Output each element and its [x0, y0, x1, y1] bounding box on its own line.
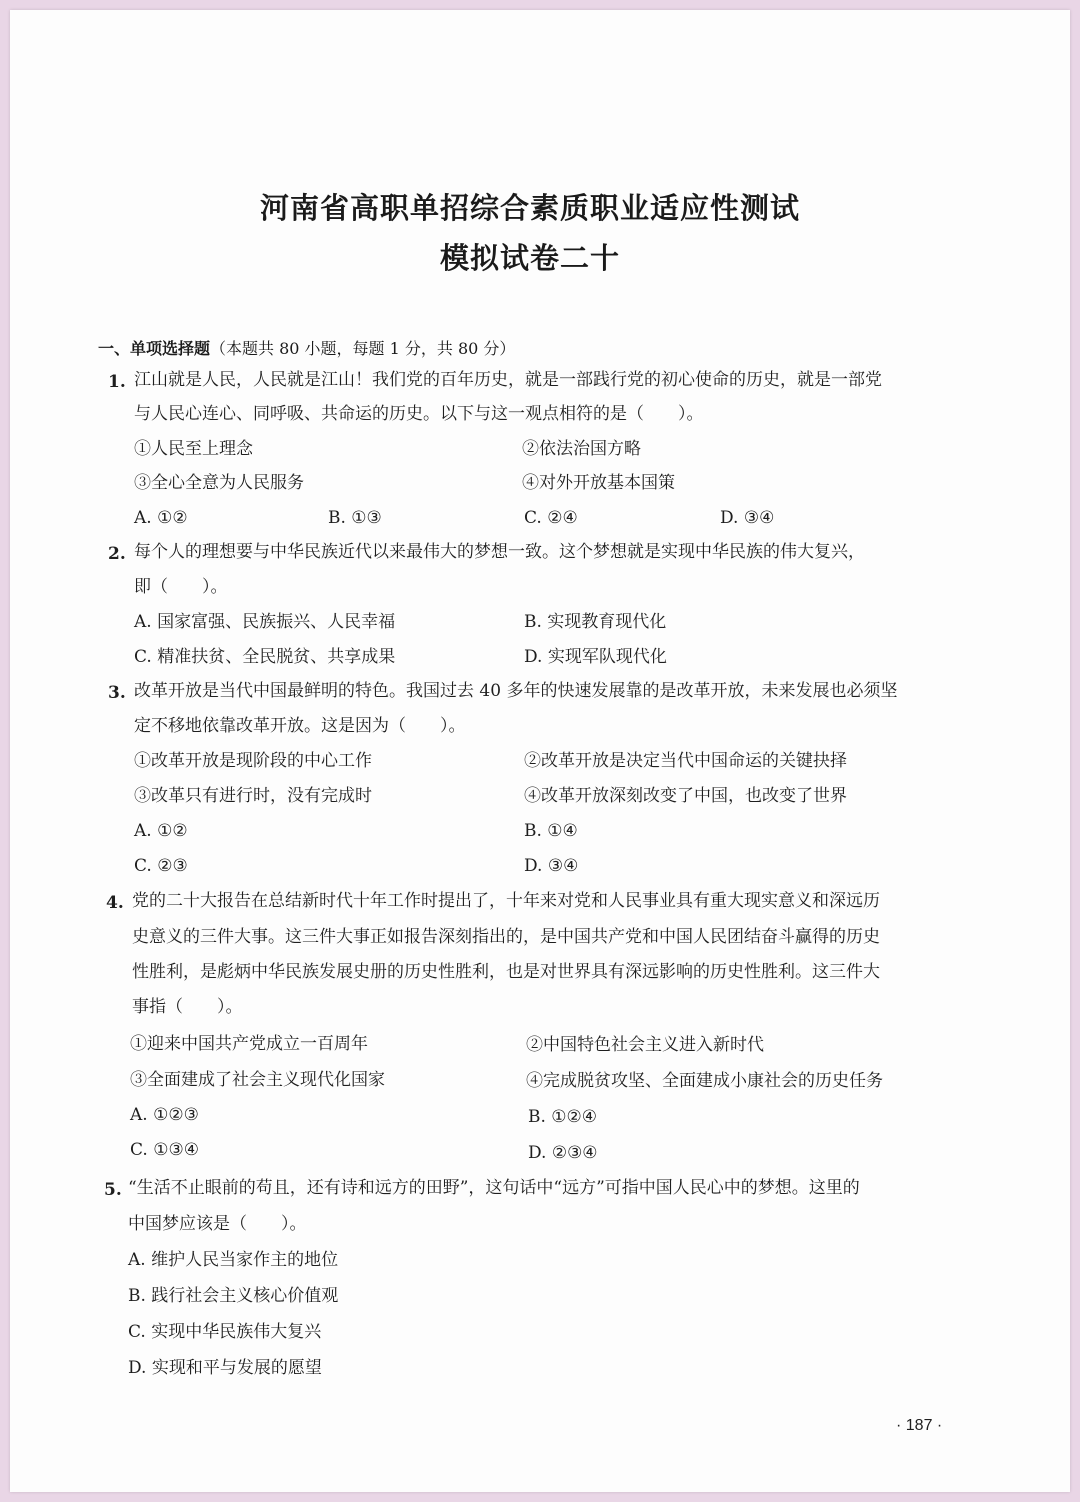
- question-2-option-a: A. 国家富强、民族振兴、人民幸福: [134, 612, 396, 632]
- question-4-stem-line4: 事指（ ）。: [132, 997, 243, 1017]
- section-heading: [98, 336, 515, 359]
- question-3-stem-line2: 定不移地依靠改革开放。这是因为（ ）。: [134, 716, 466, 736]
- exam-title: 河南省高职单招综合素质职业适应性测试: [259, 191, 800, 225]
- question-5-stem-line2: 中国梦应该是（ ）。: [128, 1214, 307, 1234]
- question-3-option-b: B. ①④: [524, 821, 578, 841]
- section-heading-note: （本题共 80 小题，每题 1 分，共 80 分）: [210, 339, 516, 358]
- question-3-item-4: ④改革开放深刻改变了中国，也改变了世界: [524, 786, 847, 806]
- question-4-item-3: ③全面建成了社会主义现代化国家: [130, 1070, 385, 1090]
- page-number: · 187 ·: [896, 1417, 943, 1434]
- exam-subtitle: 模拟试卷二十: [439, 241, 620, 275]
- question-5-stem-line1: “生活不止眼前的苟且，还有诗和远方的田野”，这句话中“远方”可指中国人民心中的梦想。这里的: [128, 1178, 860, 1198]
- question-4-stem-line2: 史意义的三件大事。这三件大事正如报告深刻指出的，是中国共产党和中国人民团结奋斗赢得的历史: [132, 927, 880, 947]
- question-4-option-b: B. ①②④: [528, 1107, 598, 1127]
- question-1-item-4: ④对外开放基本国策: [522, 473, 675, 493]
- question-5-option-a: A. 维护人民当家作主的地位: [128, 1250, 339, 1270]
- question-4-number: 4.: [106, 893, 124, 913]
- question-4-item-4: ④完成脱贫攻坚、全面建成小康社会的历史任务: [526, 1071, 883, 1091]
- question-5-option-b: B. 践行社会主义核心价值观: [128, 1286, 339, 1306]
- question-3-item-1: ①改革开放是现阶段的中心工作: [134, 751, 372, 771]
- question-3-option-c: C. ②③: [134, 856, 188, 876]
- section-heading-label: 一、单项选择题: [98, 339, 211, 358]
- question-1-item-2: ②依法治国方略: [522, 439, 641, 459]
- question-5-number: 5.: [104, 1180, 122, 1200]
- question-2-option-c: C. 精准扶贫、全民脱贫、共享成果: [134, 647, 396, 667]
- question-4-item-1: ①迎来中国共产党成立一百周年: [130, 1034, 368, 1054]
- question-1-stem-line1: 江山就是人民，人民就是江山！我们党的百年历史，就是一部践行党的初心使命的历史，就是一部党: [134, 370, 882, 390]
- question-3-number: 3.: [108, 683, 126, 703]
- question-1-item-3: ③全心全意为人民服务: [134, 473, 304, 493]
- question-5-option-c: C. 实现中华民族伟大复兴: [128, 1322, 322, 1342]
- question-1-option-d: D. ③④: [720, 508, 775, 528]
- question-4-item-2: ②中国特色社会主义进入新时代: [526, 1035, 764, 1055]
- question-3-option-a: A. ①②: [134, 821, 188, 841]
- question-3-option-d: D. ③④: [524, 856, 579, 876]
- question-3-stem-line1: 改革开放是当代中国最鲜明的特色。我国过去 40 多年的快速发展靠的是改革开放，未来发展也必须坚: [134, 681, 898, 701]
- question-2-option-d: D. 实现军队现代化: [524, 647, 667, 667]
- question-2-number: 2.: [108, 544, 126, 564]
- question-1-option-a: A. ①②: [134, 508, 188, 528]
- question-2-stem-line1: 每个人的理想要与中华民族近代以来最伟大的梦想一致。这个梦想就是实现中华民族的伟大复兴，: [134, 542, 865, 562]
- question-4-option-c: C. ①③④: [130, 1140, 199, 1160]
- question-3-item-2: ②改革开放是决定当代中国命运的关键抉择: [524, 751, 847, 771]
- question-3-item-3: ③改革只有进行时，没有完成时: [134, 786, 372, 806]
- question-1-option-b: B. ①③: [328, 508, 382, 528]
- question-2-option-b: B. 实现教育现代化: [524, 612, 667, 632]
- question-4-option-a: A. ①②③: [130, 1105, 199, 1125]
- question-1-number: 1.: [108, 372, 126, 392]
- question-4-stem-line3: 性胜利，是彪炳中华民族发展史册的历史性胜利，也是对世界具有深远影响的历史性胜利。这三件大: [132, 962, 880, 982]
- question-4-stem-line1: 党的二十大报告在总结新时代十年工作时提出了，十年来对党和人民事业具有重大现实意义和深远历: [132, 891, 880, 911]
- question-1-stem-line2: 与人民心连心、同呼吸、共命运的历史。以下与这一观点相符的是（ ）。: [134, 404, 704, 424]
- question-1-item-1: ①人民至上理念: [134, 439, 253, 459]
- question-2-stem-line2: 即（ ）。: [134, 577, 228, 597]
- question-1-option-c: C. ②④: [524, 508, 578, 528]
- question-5-option-d: D. 实现和平与发展的愿望: [128, 1358, 322, 1378]
- question-4-option-d: D. ②③④: [528, 1143, 598, 1163]
